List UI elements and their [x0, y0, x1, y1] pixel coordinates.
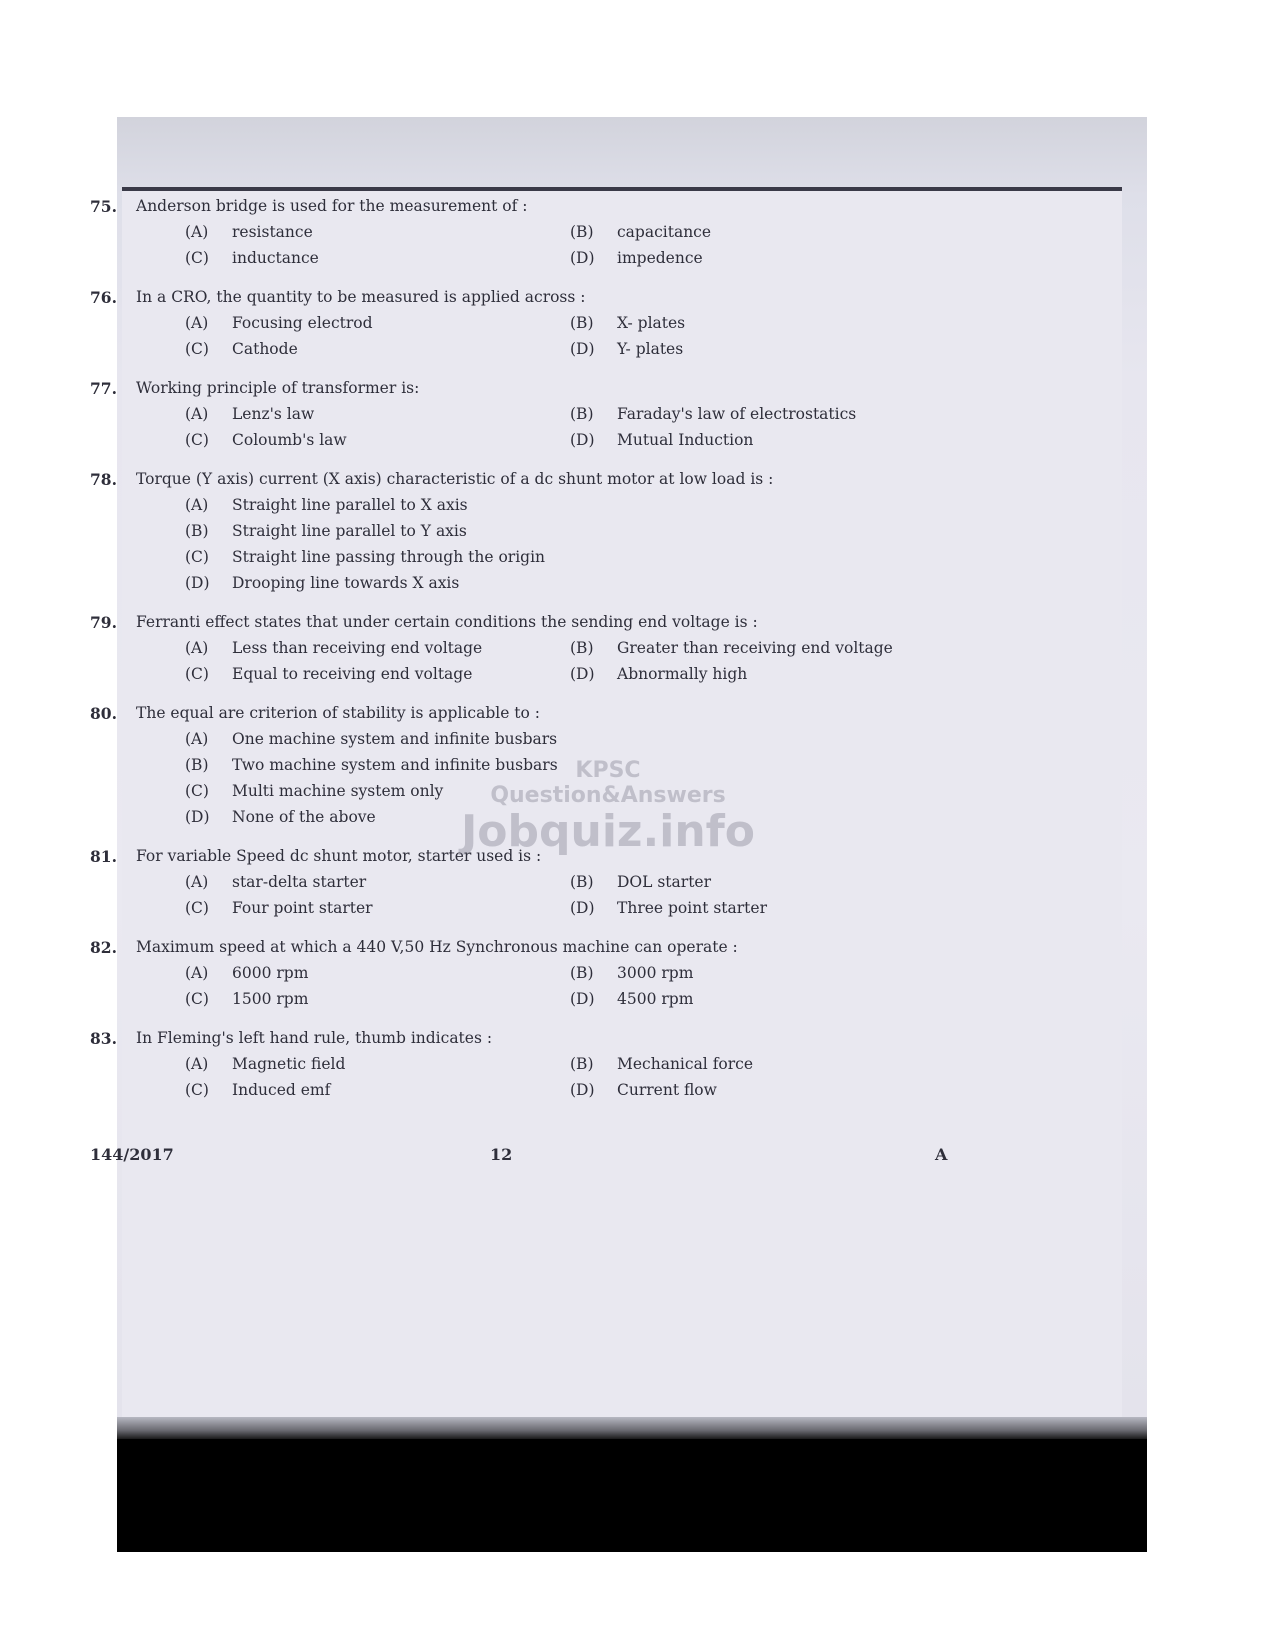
option-text: Less than receiving end voltage: [232, 639, 483, 657]
option-label: (C): [185, 665, 209, 683]
option-text: 6000 rpm: [232, 964, 309, 982]
option-text: Magnetic field: [232, 1055, 346, 1073]
option-label: (A): [185, 223, 209, 241]
option-text: Equal to receiving end voltage: [232, 665, 473, 683]
option-text: Focusing electrod: [232, 314, 373, 332]
option-text: Coloumb's law: [232, 431, 347, 449]
question-text: In Fleming's left hand rule, thumb indicates :: [136, 1029, 493, 1047]
question-81: [90, 843, 940, 921]
option-d: [570, 661, 955, 687]
question-number: 75.: [90, 196, 117, 216]
option-label: (B): [570, 1055, 594, 1073]
option-c: [185, 544, 955, 570]
option-d: [570, 895, 955, 921]
option-label: (B): [570, 405, 594, 423]
watermark-line-1: KPSC Question&Answers: [490, 758, 726, 808]
option-label: (B): [185, 756, 209, 774]
question-text: Torque (Y axis) current (X axis) characteristic of a dc shunt motor at low load is :: [136, 470, 774, 488]
option-label: (D): [570, 431, 595, 449]
option-text: Straight line parallel to Y axis: [232, 522, 467, 540]
question-number: 80.: [90, 703, 117, 723]
question-text: In a CRO, the quantity to be measured is applied across :: [136, 288, 586, 306]
option-label: (D): [570, 899, 595, 917]
option-label: (A): [185, 405, 209, 423]
question-75: [90, 193, 940, 271]
question-text: Anderson bridge is used for the measurement of :: [136, 197, 528, 215]
option-c: [185, 986, 570, 1012]
option-label: (A): [185, 496, 209, 514]
option-text: Cathode: [232, 340, 298, 358]
option-label: (A): [185, 730, 209, 748]
option-label: (D): [185, 574, 210, 592]
option-label: (C): [185, 431, 209, 449]
question-number: 78.: [90, 469, 117, 489]
question-number: 79.: [90, 612, 117, 632]
option-c: [185, 427, 570, 453]
option-text: Greater than receiving end voltage: [617, 639, 893, 657]
question-text: For variable Speed dc shunt motor, starter used is :: [136, 847, 542, 865]
option-text: resistance: [232, 223, 313, 241]
option-text: Lenz's law: [232, 405, 315, 423]
option-label: (D): [570, 1081, 595, 1099]
option-label: (C): [185, 899, 209, 917]
page-number: 12: [490, 1145, 513, 1164]
option-a: [185, 869, 570, 895]
option-text: impedence: [617, 249, 703, 267]
question-number: 81.: [90, 846, 117, 866]
option-text: 3000 rpm: [617, 964, 694, 982]
option-a: [185, 960, 570, 986]
option-b: [570, 1051, 955, 1077]
option-label: (B): [570, 964, 594, 982]
option-text: Three point starter: [617, 899, 767, 917]
option-text: Induced emf: [232, 1081, 331, 1099]
option-b: [570, 219, 955, 245]
option-label: (B): [570, 314, 594, 332]
option-b: [185, 752, 955, 778]
option-b: [570, 635, 955, 661]
question-83: [90, 1025, 940, 1103]
option-label: (C): [185, 548, 209, 566]
question-79: [90, 609, 940, 687]
question-78: [90, 466, 940, 596]
option-b: [570, 960, 955, 986]
scan-edge-strip: [117, 1417, 1147, 1439]
option-label: (D): [570, 665, 595, 683]
option-d: [570, 1077, 955, 1103]
option-label: (B): [570, 873, 594, 891]
question-77: [90, 375, 940, 453]
option-a: [185, 310, 570, 336]
option-a: [185, 401, 570, 427]
option-b: [570, 310, 955, 336]
option-label: (B): [570, 223, 594, 241]
option-label: (A): [185, 964, 209, 982]
option-label: (A): [185, 873, 209, 891]
exam-code: 144/2017: [90, 1145, 174, 1164]
option-b: [570, 401, 955, 427]
option-label: (C): [185, 249, 209, 267]
option-text: Straight line parallel to X axis: [232, 496, 468, 514]
option-a: [185, 726, 955, 752]
option-c: [185, 778, 955, 804]
option-text: X- plates: [617, 314, 686, 332]
option-text: Four point starter: [232, 899, 373, 917]
question-number: 76.: [90, 287, 117, 307]
option-label: (B): [570, 639, 594, 657]
option-label: (B): [185, 522, 209, 540]
question-76: [90, 284, 940, 362]
series-letter: A: [935, 1145, 948, 1164]
option-d: [570, 986, 955, 1012]
option-d: [570, 336, 955, 362]
option-c: [185, 336, 570, 362]
question-list: [90, 193, 940, 1116]
question-number: 82.: [90, 937, 117, 957]
option-b: [570, 869, 955, 895]
option-text: capacitance: [617, 223, 712, 241]
question-80: [90, 700, 940, 830]
option-d: [185, 570, 955, 596]
option-text: Y- plates: [617, 340, 684, 358]
option-label: (A): [185, 639, 209, 657]
option-text: star-delta starter: [232, 873, 367, 891]
question-number: 83.: [90, 1028, 117, 1048]
question-82: [90, 934, 940, 1012]
option-a: [185, 219, 570, 245]
option-label: (C): [185, 340, 209, 358]
question-text: The equal are criterion of stability is applicable to :: [136, 704, 541, 722]
page-footer: [90, 1145, 950, 1169]
option-c: [185, 895, 570, 921]
option-label: (C): [185, 782, 209, 800]
option-d: [570, 245, 955, 271]
option-text: Faraday's law of electrostatics: [617, 405, 857, 423]
option-c: [185, 661, 570, 687]
option-label: (C): [185, 1081, 209, 1099]
option-label: (A): [185, 314, 209, 332]
option-d: [185, 804, 955, 830]
option-text: inductance: [232, 249, 319, 267]
watermark-line-2: Jobquiz.info: [460, 806, 756, 857]
option-text: Mechanical force: [617, 1055, 754, 1073]
option-a: [185, 635, 570, 661]
option-label: (D): [570, 249, 595, 267]
question-number: 77.: [90, 378, 117, 398]
option-text: Mutual Induction: [617, 431, 754, 449]
option-a: [185, 492, 955, 518]
question-text: Working principle of transformer is:: [136, 379, 420, 397]
question-text: Maximum speed at which a 440 V,50 Hz Synchronous machine can operate :: [136, 938, 738, 956]
option-label: (D): [570, 340, 595, 358]
option-text: Abnormally high: [617, 665, 748, 683]
option-text: DOL starter: [617, 873, 711, 891]
question-text: Ferranti effect states that under certain conditions the sending end voltage is :: [136, 613, 758, 631]
option-label: (D): [570, 990, 595, 1008]
option-text: Current flow: [617, 1081, 717, 1099]
option-text: 1500 rpm: [232, 990, 309, 1008]
option-d: [570, 427, 955, 453]
option-label: (D): [185, 808, 210, 826]
option-text: None of the above: [232, 808, 376, 826]
option-label: (A): [185, 1055, 209, 1073]
option-text: Straight line passing through the origin: [232, 548, 546, 566]
option-a: [185, 1051, 570, 1077]
option-c: [185, 1077, 570, 1103]
option-label: (C): [185, 990, 209, 1008]
option-c: [185, 245, 570, 271]
option-text: 4500 rpm: [617, 990, 694, 1008]
option-text: One machine system and infinite busbars: [232, 730, 558, 748]
option-text: Two machine system and infinite busbars: [232, 756, 558, 774]
option-b: [185, 518, 955, 544]
option-text: Multi machine system only: [232, 782, 444, 800]
option-text: Drooping line towards X axis: [232, 574, 460, 592]
